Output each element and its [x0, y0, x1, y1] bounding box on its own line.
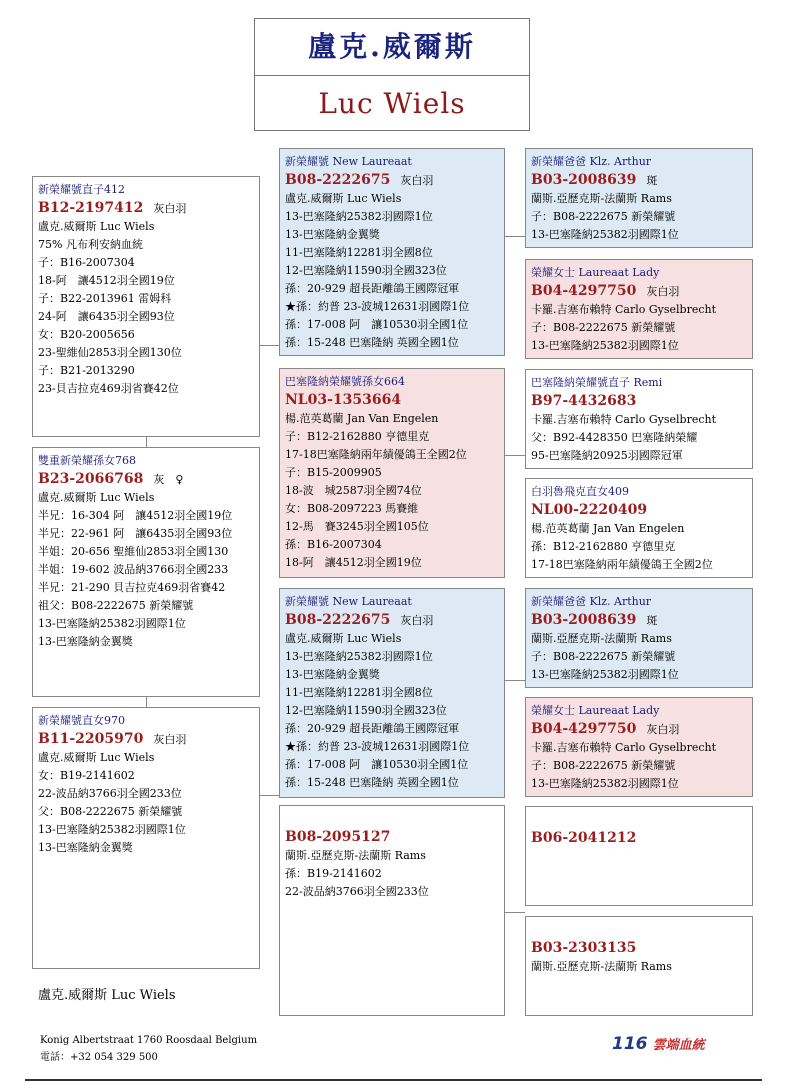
pedigree-line: 子：B08-2222675 新榮耀號	[531, 321, 676, 334]
pedigree-line: 半姐：20-656 聖維仙2853羽全國130	[38, 545, 229, 558]
dam-dam-dam-box[interactable]	[525, 916, 753, 1016]
ring-number: B08-2222675	[285, 172, 391, 188]
ring-number-row	[38, 199, 254, 218]
feather-color: 灰白羽	[153, 202, 187, 215]
feather-color: 灰白羽	[153, 733, 187, 746]
ring-number: NL00-2220409	[531, 502, 648, 518]
pedigree-line: 12-馬 賽3245羽全國105位	[285, 520, 429, 533]
pedigree-line: 蘭斯.亞歷克斯-法蘭斯 Rams	[285, 849, 426, 862]
pigeon-name-header	[254, 18, 530, 131]
sibling-box[interactable]	[32, 707, 260, 969]
pedigree-line: 盧克.威爾斯 Luc Wiels	[38, 220, 155, 233]
pedigree-line: 祖父：B08-2222675 新榮耀號	[38, 599, 194, 612]
ring-number-row	[531, 171, 747, 190]
pedigree-line: 13-巴塞隆納金翼獎	[285, 668, 380, 681]
pedigree-line: 22-波品納3766羽全國233位	[285, 885, 429, 898]
pedigree-line: 13-巴塞隆納25382羽國際1位	[38, 617, 186, 630]
box-header: 新榮耀爸爸 Klz. Arthur	[531, 155, 652, 168]
pedigree-line: 子：B08-2222675 新榮耀號	[531, 759, 676, 772]
sire-sire-box[interactable]	[279, 148, 505, 356]
ring-number-row	[38, 470, 254, 489]
ring-number-row	[285, 828, 499, 847]
pedigree-line: 13-巴塞隆納25382羽國際1位	[531, 668, 679, 681]
ring-number-row	[531, 392, 747, 411]
ring-number: B06-2041212	[531, 830, 637, 846]
feather-color: 灰白羽	[400, 614, 434, 627]
pedigree-line: 13-巴塞隆納25382羽國際1位	[531, 228, 679, 241]
pedigree-line: 卡羅.吉塞布賴特 Carlo Gyselbrecht	[531, 741, 717, 754]
pedigree-line: 18-阿 讓4512羽全國19位	[285, 556, 422, 569]
pedigree-line: 18-阿 讓4512羽全國19位	[38, 274, 175, 287]
spacer	[531, 811, 747, 829]
pedigree-line: 75% 凡布利安納血統	[38, 238, 143, 251]
ring-number: B23-2066768	[38, 471, 144, 487]
pedigree-line: ★孫：約普 23-波城12631羽國際1位	[285, 300, 470, 313]
ring-number: B08-2222675	[285, 612, 391, 628]
spacer	[531, 921, 747, 939]
pedigree-line: 子：B15-2009905	[285, 466, 382, 479]
box-header: 巴塞隆納榮耀號直子 Remi	[531, 376, 663, 389]
connector-line	[146, 697, 147, 707]
pedigree-line: 孫：20-929 超長距離鴿王國際冠軍	[285, 282, 460, 295]
ring-number: B12-2197412	[38, 200, 144, 216]
pedigree-line: 11-巴塞隆納12281羽全國8位	[285, 686, 433, 699]
box-header: 雙重新榮耀孫女768	[38, 454, 136, 467]
pedigree-line: 孫：17-008 阿 讓10530羽全國1位	[285, 758, 469, 771]
pedigree-line: 盧克.威爾斯 Luc Wiels	[38, 491, 155, 504]
owner-name-chinese: 盧克.威爾斯	[255, 19, 529, 76]
pedigree-line: 23-聖維仙2853羽全國130位	[38, 346, 182, 359]
ring-number-row	[285, 611, 499, 630]
dam-dam-sire-box[interactable]	[525, 806, 753, 906]
dam-sire-dam-box[interactable]	[525, 697, 753, 797]
pedigree-line: 13-巴塞隆納25382羽國際1位	[285, 210, 433, 223]
box-header: 榮耀女士 Laureaat Lady	[531, 704, 660, 717]
pedigree-line: 卡羅.吉塞布賴特 Carlo Gyselbrecht	[531, 413, 717, 426]
box-header: 新榮耀號 New Laureaat	[285, 155, 412, 168]
ring-number: B03-2303135	[531, 940, 637, 956]
pedigree-line: 楊.范英葛蘭 Jan Van Engelen	[531, 522, 685, 535]
box-header: 巴塞隆納榮耀號孫女664	[285, 375, 405, 388]
pedigree-line: 11-巴塞隆納12281羽全國8位	[285, 246, 433, 259]
pedigree-line: 子：B22-2013961 雷姆科	[38, 292, 172, 305]
connector-line	[505, 680, 525, 681]
pedigree-line: 子：B08-2222675 新榮耀號	[531, 210, 676, 223]
pedigree-line: 13-巴塞隆納25382羽國際1位	[285, 650, 433, 663]
pedigree-line: 孫：B16-2007304	[285, 538, 382, 551]
ring-number: B97-4432683	[531, 393, 637, 409]
sire-dam-sire-box[interactable]	[525, 369, 753, 469]
box-header: 榮耀女士 Laureaat Lady	[531, 266, 660, 279]
box-header: 新榮耀號 New Laureaat	[285, 595, 412, 608]
pedigree-line: 子：B21-2013290	[38, 364, 135, 377]
pedigree-line: 12-巴塞隆納11590羽全國323位	[285, 704, 447, 717]
footer-divider	[25, 1079, 762, 1081]
box-header: 新榮耀號直子412	[38, 183, 125, 196]
ring-number: B08-2095127	[285, 829, 391, 845]
ring-number-row	[531, 501, 747, 520]
pedigree-line: 半兄：21-290 貝吉拉克469羽省賽42	[38, 581, 226, 594]
brand-logo[interactable]	[612, 1034, 705, 1054]
feather-color: 灰白羽	[400, 174, 434, 187]
connector-line	[146, 437, 147, 447]
box-header: 新榮耀號直女970	[38, 714, 125, 727]
pedigree-line: 卡羅.吉塞布賴特 Carlo Gyselbrecht	[531, 303, 717, 316]
pedigree-line: 95-巴塞隆納20925羽國際冠軍	[531, 449, 683, 462]
sire-dam-box[interactable]	[279, 368, 505, 578]
pedigree-line: 父：B92-4428350 巴塞隆納榮耀	[531, 431, 698, 444]
ring-number-row	[531, 829, 747, 848]
pedigree-line: 盧克.威爾斯 Luc Wiels	[38, 751, 155, 764]
spacer	[285, 810, 499, 828]
pedigree-line: 半兄：16-304 阿 讓4512羽全國19位	[38, 509, 233, 522]
connector-line	[505, 912, 525, 913]
pedigree-line: 子：B08-2222675 新榮耀號	[531, 650, 676, 663]
pedigree-line: 13-巴塞隆納25382羽國際1位	[531, 777, 679, 790]
pedigree-line: 孫：15-248 巴塞隆納 英國全國1位	[285, 336, 459, 349]
sire-sire-sire-box[interactable]	[525, 148, 753, 248]
pedigree-line: 17-18巴塞隆納兩年績優鴿王全國2位	[285, 448, 467, 461]
ring-number: B03-2008639	[531, 172, 637, 188]
pedigree-line: 孫：B19-2141602	[285, 867, 382, 880]
pedigree-line: 13-巴塞隆納25382羽國際1位	[531, 339, 679, 352]
feather-color: 灰 ♀	[153, 473, 184, 486]
pedigree-line: 13-巴塞隆納金翼獎	[38, 635, 133, 648]
ring-number-row	[38, 730, 254, 749]
pedigree-line: 12-巴塞隆納11590羽全國323位	[285, 264, 447, 277]
ring-number-row	[531, 720, 747, 739]
logo-text: 雲端血統	[652, 1038, 705, 1053]
pedigree-line: 孫：15-248 巴塞隆納 英國全國1位	[285, 776, 459, 789]
pedigree-line: 18-波 城2587羽全國74位	[285, 484, 422, 497]
pedigree-line: 17-18巴塞隆納兩年績優鴿王全國2位	[531, 558, 713, 571]
pedigree-line: 孫：20-929 超長距離鴿王國際冠軍	[285, 722, 460, 735]
pedigree-line: 23-貝吉拉克469羽省賽42位	[38, 382, 179, 395]
ring-number-row	[285, 171, 499, 190]
dam-box[interactable]	[32, 447, 260, 697]
ring-number: B11-2205970	[38, 731, 144, 747]
pedigree-line: 女：B20-2005656	[38, 328, 135, 341]
pedigree-line: 蘭斯.亞歷克斯-法蘭斯 Rams	[531, 632, 672, 645]
pedigree-line: 13-巴塞隆納25382羽國際1位	[38, 823, 186, 836]
ring-number-row	[531, 611, 747, 630]
pedigree-line: 女：B19-2141602	[38, 769, 135, 782]
pedigree-line: 楊.范英葛蘭 Jan Van Engelen	[285, 412, 439, 425]
sire-dam-dam-box[interactable]	[525, 478, 753, 578]
feather-color: 灰白羽	[646, 285, 680, 298]
connector-line	[259, 345, 279, 346]
dam-sire-sire-box[interactable]	[525, 588, 753, 688]
pedigree-line: 22-波品納3766羽全國233位	[38, 787, 182, 800]
pedigree-line: ★孫：約普 23-波城12631羽國際1位	[285, 740, 470, 753]
pedigree-line: 24-阿 讓6435羽全國93位	[38, 310, 175, 323]
connector-line	[259, 795, 279, 796]
dam-sire-box[interactable]	[279, 588, 505, 798]
owner-signature: 盧克.威爾斯 Luc Wiels	[38, 988, 176, 1003]
ring-number-row	[285, 391, 499, 410]
ring-number: NL03-1353664	[285, 392, 402, 408]
pedigree-line: 半姐：19-602 波品納3766羽全國233	[38, 563, 229, 576]
dam-dam-box[interactable]	[279, 805, 505, 1016]
pedigree-line: 13-巴塞隆納金翼獎	[285, 228, 380, 241]
pedigree-line: 女：B08-2097223 馬賽維	[285, 502, 419, 515]
pedigree-line: 盧克.威爾斯 Luc Wiels	[285, 632, 402, 645]
feather-color: 斑	[646, 614, 658, 627]
ring-number: B03-2008639	[531, 612, 637, 628]
pedigree-line: 13-巴塞隆納金翼獎	[38, 841, 133, 854]
box-header: 白羽魯飛克直女409	[531, 485, 629, 498]
ring-number-row	[531, 282, 747, 301]
ring-number: B04-4297750	[531, 283, 637, 299]
owner-name-english: Luc Wiels	[318, 87, 466, 120]
pedigree-line: 父：B08-2222675 新榮耀號	[38, 805, 183, 818]
contact-block	[40, 1032, 257, 1066]
feather-color: 灰白羽	[646, 723, 680, 736]
connector-line	[505, 455, 525, 456]
pedigree-line: 子：B12-2162880 亨德里克	[285, 430, 430, 443]
box-header: 新榮耀爸爸 Klz. Arthur	[531, 595, 652, 608]
pedigree-line: 孫：17-008 阿 讓10530羽全國1位	[285, 318, 469, 331]
address-text: Konig Albertstraat 1760 Roosdaal Belgium	[40, 1035, 258, 1046]
ring-number-row	[531, 939, 747, 958]
pedigree-line: 蘭斯.亞歷克斯-法蘭斯 Rams	[531, 192, 672, 205]
sire-sire-dam-box[interactable]	[525, 259, 753, 359]
pedigree-line: 蘭斯.亞歷克斯-法蘭斯 Rams	[531, 960, 672, 973]
pedigree-line: 盧克.威爾斯 Luc Wiels	[285, 192, 402, 205]
pedigree-line: 孫：B12-2162880 亨德里克	[531, 540, 676, 553]
pedigree-line: 半兄：22-961 阿 讓6435羽全國93位	[38, 527, 233, 540]
pedigree-line: 子：B16-2007304	[38, 256, 135, 269]
logo-number: 116	[612, 1034, 648, 1054]
sire-box[interactable]	[32, 176, 260, 437]
feather-color: 斑	[646, 174, 658, 187]
phone-text: 電話：+32 054 329 500	[40, 1052, 158, 1063]
ring-number: B04-4297750	[531, 721, 637, 737]
connector-line	[505, 236, 525, 237]
